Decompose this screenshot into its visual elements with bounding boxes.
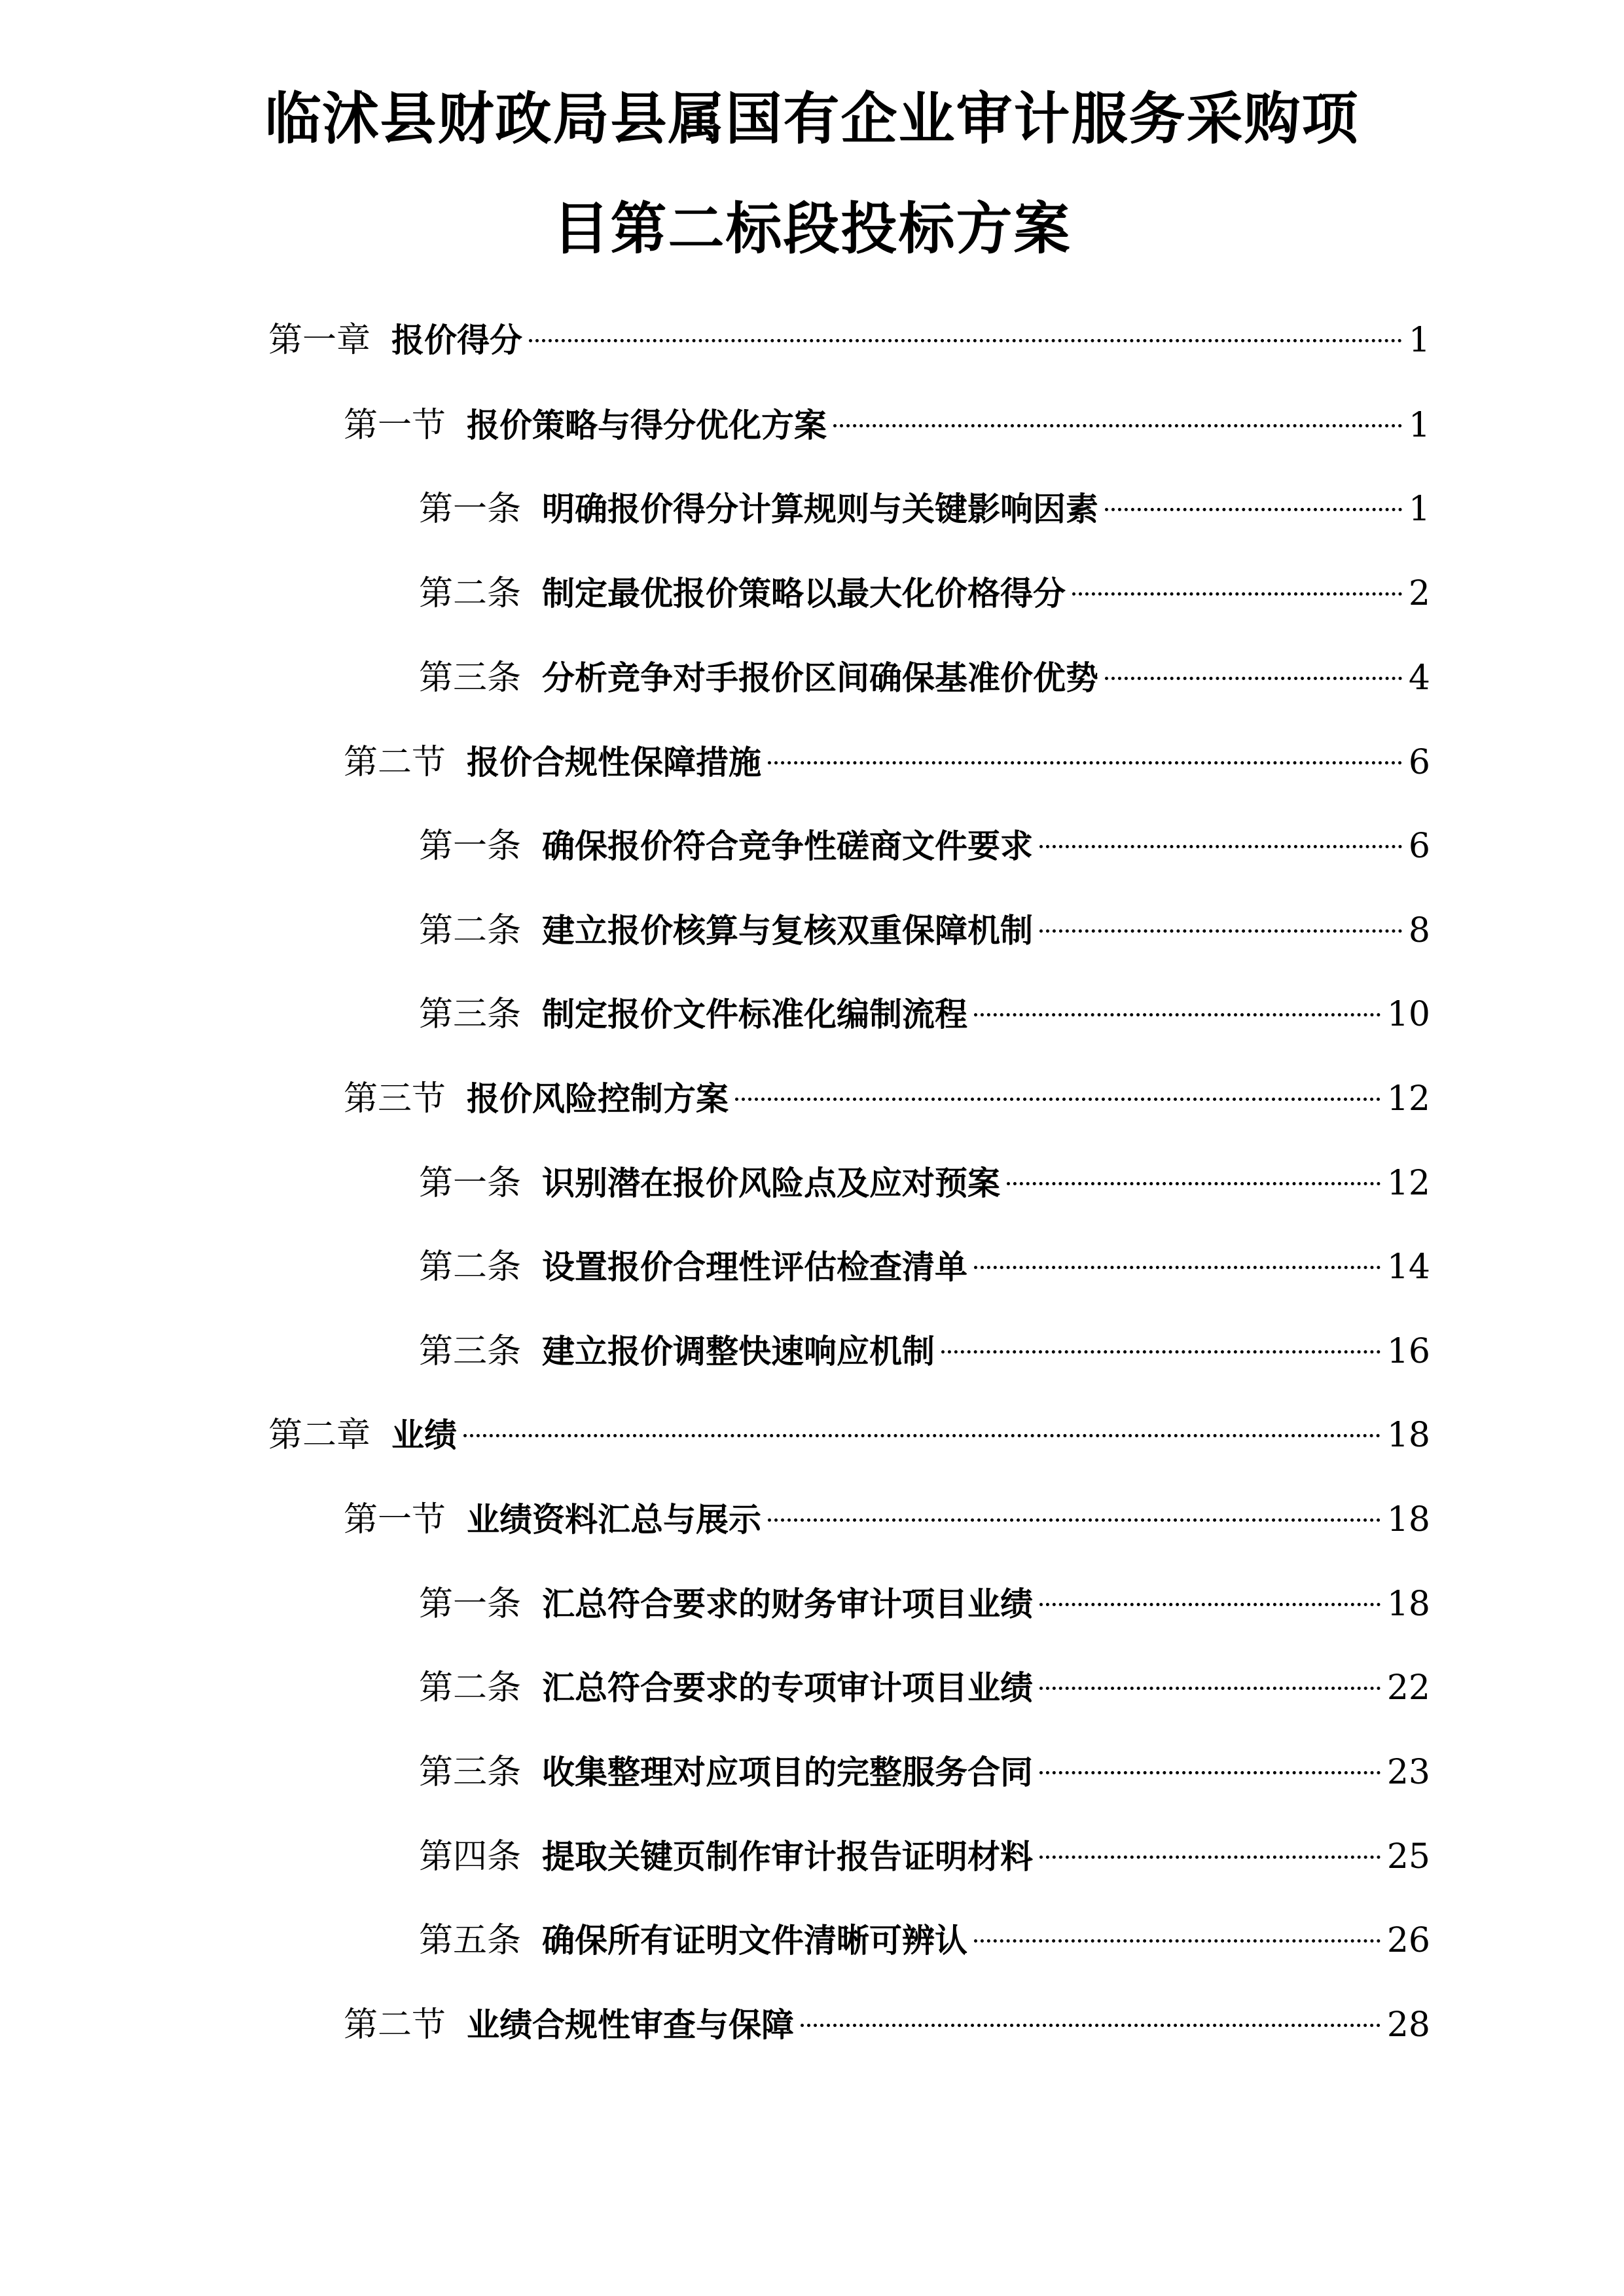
- toc-dot-leader: [1039, 1687, 1380, 1690]
- toc-entry-label: 第三节: [344, 1079, 446, 1119]
- toc-entry-page-number: 10: [1386, 995, 1430, 1034]
- toc-dot-leader: [1039, 845, 1402, 848]
- toc-dot-leader: [941, 1350, 1380, 1354]
- toc-entry-page-number: 16: [1386, 1332, 1430, 1371]
- toc-entry-label: 第三条: [419, 995, 522, 1034]
- toc-entry-label: 第二节: [344, 743, 446, 782]
- toc-entry-heading: 确保报价符合竞争性磋商文件要求: [542, 827, 1034, 865]
- toc-entry-label: 第一章: [268, 321, 371, 360]
- toc-entry-chapter-2[interactable]: [268, 1406, 1430, 1465]
- toc-dot-leader: [974, 1013, 1380, 1016]
- toc-entry-article[interactable]: [419, 1238, 1430, 1297]
- toc-entry-page-number: 18: [1386, 1585, 1430, 1624]
- toc-entry-article[interactable]: [419, 1911, 1430, 1970]
- toc-entry-label: 第一节: [344, 1500, 446, 1539]
- toc-entry-article[interactable]: [419, 817, 1430, 876]
- toc-entry-page-number: 25: [1386, 1837, 1430, 1876]
- toc-entry-article[interactable]: [419, 1322, 1430, 1381]
- toc-entry-label: 第三条: [419, 658, 522, 698]
- toc-entry-heading: 业绩: [391, 1416, 458, 1454]
- toc-entry-heading: 确保所有证明文件清晰可辨认: [542, 1922, 968, 1960]
- toc-entry-page-number: 12: [1386, 1079, 1430, 1119]
- toc-entry-heading: 业绩资料汇总与展示: [467, 1501, 762, 1539]
- toc-entry-heading: 制定报价文件标准化编制流程: [542, 996, 968, 1033]
- toc-entry-section[interactable]: [344, 396, 1430, 455]
- toc-dot-leader: [768, 1518, 1380, 1522]
- toc-entry-label: 第三条: [419, 1753, 522, 1792]
- toc-entry-heading: 明确报价得分计算规则与关键影响因素: [542, 490, 1099, 528]
- toc-entry-article[interactable]: [419, 1827, 1430, 1886]
- toc-dot-leader: [1105, 508, 1402, 511]
- toc-entry-heading: 报价策略与得分优化方案: [467, 406, 827, 444]
- toc-entry-heading: 建立报价调整快速响应机制: [542, 1333, 935, 1371]
- toc-dot-leader: [1072, 592, 1402, 596]
- toc-entry-label: 第一条: [419, 490, 522, 529]
- toc-entry-section[interactable]: [344, 733, 1430, 792]
- toc-entry-article[interactable]: [419, 480, 1430, 539]
- toc-entry-article[interactable]: [419, 649, 1430, 708]
- toc-entry-label: 第二条: [419, 574, 522, 613]
- toc-entry-heading: 报价得分: [391, 321, 523, 359]
- toc-entry-page-number: 12: [1386, 1164, 1430, 1203]
- toc-entry-page-number: 28: [1386, 2005, 1430, 2045]
- toc-entry-label: 第一条: [419, 1164, 522, 1203]
- toc-entry-page-number: 6: [1408, 827, 1430, 866]
- toc-entry-label: 第五条: [419, 1921, 522, 1960]
- toc-entry-article[interactable]: [419, 901, 1430, 960]
- toc-entry-page-number: 6: [1408, 743, 1430, 782]
- toc-entry-page-number: 2: [1408, 574, 1430, 613]
- toc-entry-page-number: 1: [1408, 406, 1430, 445]
- toc-entry-heading: 报价合规性保障措施: [467, 744, 762, 781]
- toc-entry-article[interactable]: [419, 1154, 1430, 1213]
- toc-entry-heading: 收集整理对应项目的完整服务合同: [542, 1753, 1034, 1791]
- toc-entry-heading: 汇总符合要求的财务审计项目业绩: [542, 1585, 1034, 1623]
- toc-entry-label: 第一条: [419, 1585, 522, 1624]
- toc-entry-section[interactable]: [344, 1996, 1430, 2054]
- toc-entry-page-number: 26: [1386, 1921, 1430, 1960]
- toc-entry-page-number: 8: [1408, 911, 1430, 950]
- toc-entry-page-number: 18: [1386, 1416, 1430, 1455]
- toc-entry-page-number: 22: [1386, 1668, 1430, 1708]
- toc-dot-leader: [974, 1939, 1380, 1943]
- toc-dot-leader: [1039, 929, 1402, 933]
- toc-entry-chapter-1[interactable]: [268, 311, 1430, 370]
- toc-entry-label: 第二条: [419, 911, 522, 950]
- toc-entry-heading: 制定最优报价策略以最大化价格得分: [542, 575, 1066, 613]
- toc-dot-leader: [529, 339, 1402, 342]
- toc-dot-leader: [463, 1434, 1380, 1437]
- toc-entry-label: 第四条: [419, 1837, 522, 1876]
- toc-entry-page-number: 23: [1386, 1753, 1430, 1792]
- toc-entry-heading: 分析竞争对手报价区间确保基准价优势: [542, 659, 1099, 697]
- toc-dot-leader: [1105, 677, 1402, 680]
- toc-dot-leader: [768, 761, 1402, 764]
- toc-entry-label: 第一条: [419, 827, 522, 866]
- document-title-line-2: 目第二标段投标方案: [552, 196, 1072, 262]
- toc-entry-page-number: 18: [1386, 1500, 1430, 1539]
- toc-dot-leader: [1039, 1856, 1380, 1859]
- toc-entry-label: 第一节: [344, 406, 446, 445]
- toc-entry-heading: 建立报价核算与复核双重保障机制: [542, 912, 1034, 950]
- toc-dot-leader: [1039, 1603, 1380, 1606]
- toc-entry-article[interactable]: [419, 564, 1430, 623]
- toc-entry-article[interactable]: [419, 1659, 1430, 1717]
- toc-entry-label: 第三条: [419, 1332, 522, 1371]
- toc-entry-heading: 提取关键页制作审计报告证明材料: [542, 1838, 1034, 1876]
- toc-dot-leader: [801, 2024, 1380, 2027]
- toc-entry-label: 第二节: [344, 2005, 446, 2045]
- toc-entry-label: 第二章: [268, 1416, 371, 1455]
- toc-dot-leader: [735, 1098, 1380, 1101]
- toc-dot-leader: [974, 1266, 1380, 1269]
- toc-dot-leader: [1007, 1182, 1380, 1185]
- toc-entry-heading: 汇总符合要求的专项审计项目业绩: [542, 1669, 1034, 1707]
- toc-entry-page-number: 1: [1408, 321, 1430, 360]
- toc-entry-heading: 设置报价合理性评估检查清单: [542, 1248, 968, 1286]
- toc-entry-article[interactable]: [419, 1575, 1430, 1634]
- toc-entry-heading: 识别潜在报价风险点及应对预案: [542, 1164, 1001, 1202]
- toc-dot-leader: [1039, 1771, 1380, 1774]
- toc-entry-page-number: 4: [1408, 658, 1430, 698]
- toc-entry-page-number: 1: [1408, 490, 1430, 529]
- toc-dot-leader: [833, 424, 1402, 427]
- toc-entry-section[interactable]: [344, 1069, 1430, 1128]
- toc-entry-page-number: 14: [1386, 1247, 1430, 1287]
- document-title-line-1: 临沭县财政局县属国有企业审计服务采购项: [264, 86, 1360, 152]
- toc-entry-section[interactable]: [344, 1490, 1430, 1549]
- toc-entry-heading: 报价风险控制方案: [467, 1080, 729, 1118]
- toc-entry-article[interactable]: [419, 985, 1430, 1044]
- toc-entry-heading: 业绩合规性审查与保障: [467, 2006, 795, 2044]
- toc-entry-article[interactable]: [419, 1743, 1430, 1802]
- toc-entry-label: 第二条: [419, 1247, 522, 1287]
- toc-entry-label: 第二条: [419, 1668, 522, 1708]
